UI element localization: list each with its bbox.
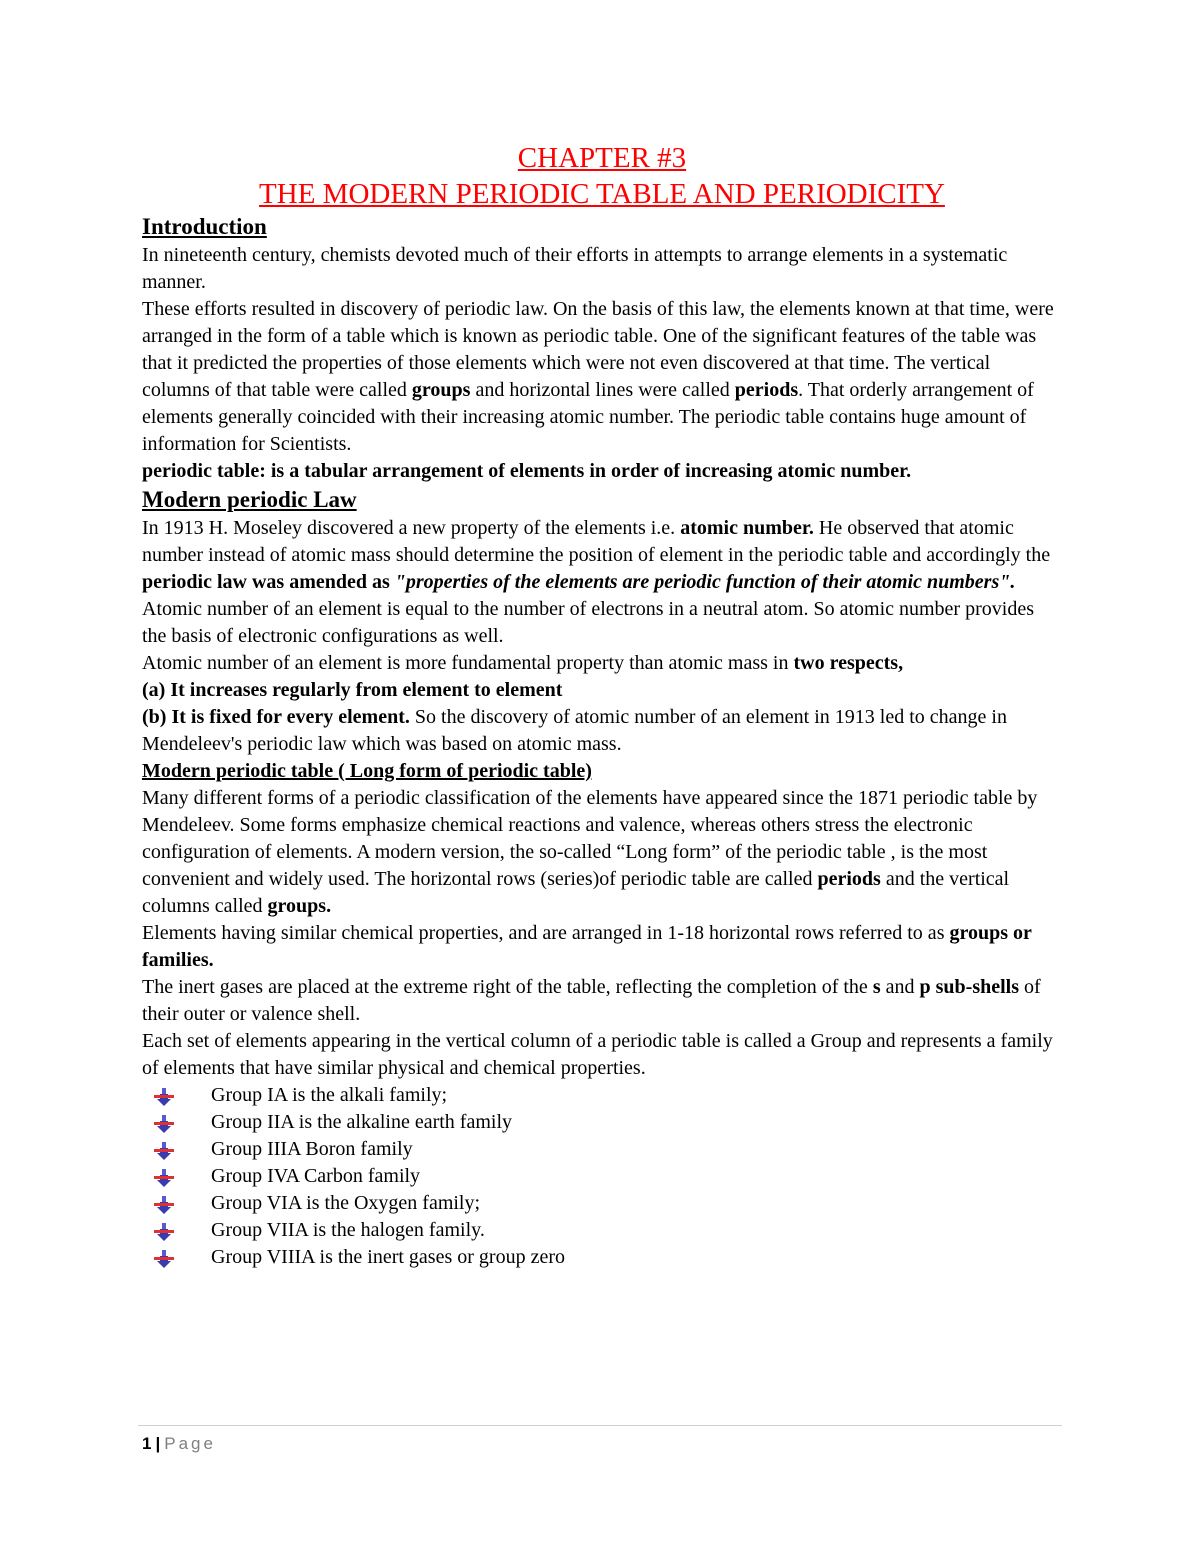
long-form-paragraph-3: The inert gases are placed at the extreme right of the table, reflecting the completion of the s and p sub-shells of their outer or valence shell. <box>142 976 1041 1025</box>
long-form-paragraph-1: Many different forms of a periodic classification of the elements have appeared since the 1871 periodic table by Mendeleev. Some forms emphasize chemical reactions and valence, whereas others stress the electronic configuration of elements. A modern version, the so-called “Long form” of the periodic table , is the most convenient and widely used. The horizontal rows (series)of periodic table are called periods and the vertical columns called groups. <box>142 787 1038 917</box>
list-item: Group IIA is the alkaline earth family <box>154 1109 1062 1136</box>
list-item: Group IIIA Boron family <box>154 1136 1062 1163</box>
introduction-heading: Introduction <box>142 214 267 239</box>
list-item: Group VIIIA is the inert gases or group zero <box>154 1244 1062 1271</box>
modern-law-paragraph-1: In 1913 H. Moseley discovered a new property of the elements i.e. atomic number. He observed that atomic number instead of atomic mass should determine the position of element in the periodic table and accordingly the periodic law was amended as "properties of the elements are periodic function of their atomic numbers". Atomic number of an element is equal to the number of electrons in a neutral atom. So atomic number provides the basis of electronic configurations as well. <box>142 517 1051 647</box>
list-item: Group VIIA is the halogen family. <box>154 1217 1062 1244</box>
periodic-table-definition: periodic table: is a tabular arrangement of elements in order of increasing atomic number. <box>142 460 912 482</box>
respect-point-a: (a) It increases regularly from element to element <box>142 679 563 701</box>
long-form-paragraph-4: Each set of elements appearing in the vertical column of a periodic table is called a Group and represents a family of elements that have similar physical and chemical properties. <box>142 1030 1053 1079</box>
list-item: Group IA is the alkali family; <box>154 1082 1062 1109</box>
footer-separator: | <box>155 1434 161 1453</box>
down-arrow-bullet-icon <box>154 1114 174 1132</box>
chapter-title: THE MODERN PERIODIC TABLE AND PERIODICITY <box>259 178 945 210</box>
down-arrow-bullet-icon <box>154 1195 174 1213</box>
footer-divider <box>138 1425 1062 1426</box>
list-item: Group IVA Carbon family <box>154 1163 1062 1190</box>
respect-point-b: (b) It is fixed for every element. So the discovery of atomic number of an element in 1913 led to change in Mendeleev's periodic law which was based on atomic mass. <box>142 706 1007 755</box>
down-arrow-bullet-icon <box>154 1222 174 1240</box>
down-arrow-bullet-icon <box>154 1141 174 1159</box>
page-content <box>142 140 1062 1271</box>
page-label: Page <box>164 1434 216 1453</box>
group-family-list <box>142 1082 1062 1271</box>
intro-paragraph-1: In nineteenth century, chemists devoted much of their efforts in attempts to arrange elements in a systematic manner. <box>142 244 1008 293</box>
page-footer <box>142 1433 216 1455</box>
down-arrow-bullet-icon <box>154 1249 174 1267</box>
chapter-number: CHAPTER #3 <box>517 142 687 174</box>
list-item: Group VIA is the Oxygen family; <box>154 1190 1062 1217</box>
long-form-paragraph-2: Elements having similar chemical properties, and are arranged in 1-18 horizontal rows referred to as groups or families. <box>142 922 1032 971</box>
long-form-heading: Modern periodic table ( Long form of periodic table) <box>142 760 592 782</box>
modern-law-heading: Modern periodic Law <box>142 487 357 512</box>
modern-law-paragraph-2: Atomic number of an element is more fundamental property than atomic mass in two respects, <box>142 652 904 674</box>
page-number: 1 <box>142 1434 152 1453</box>
intro-paragraph-2: These efforts resulted in discovery of periodic law. On the basis of this law, the elements known at that time, were arranged in the form of a table which is known as periodic table. One of the significant features of the table was that it predicted the properties of those elements which were not even discovered at that time. The vertical columns of that table were called groups and horizontal lines were called periods. That orderly arrangement of elements generally coincided with their increasing atomic number. The periodic table contains huge amount of information for Scientists. <box>142 298 1054 455</box>
down-arrow-bullet-icon <box>154 1168 174 1186</box>
down-arrow-bullet-icon <box>154 1087 174 1105</box>
